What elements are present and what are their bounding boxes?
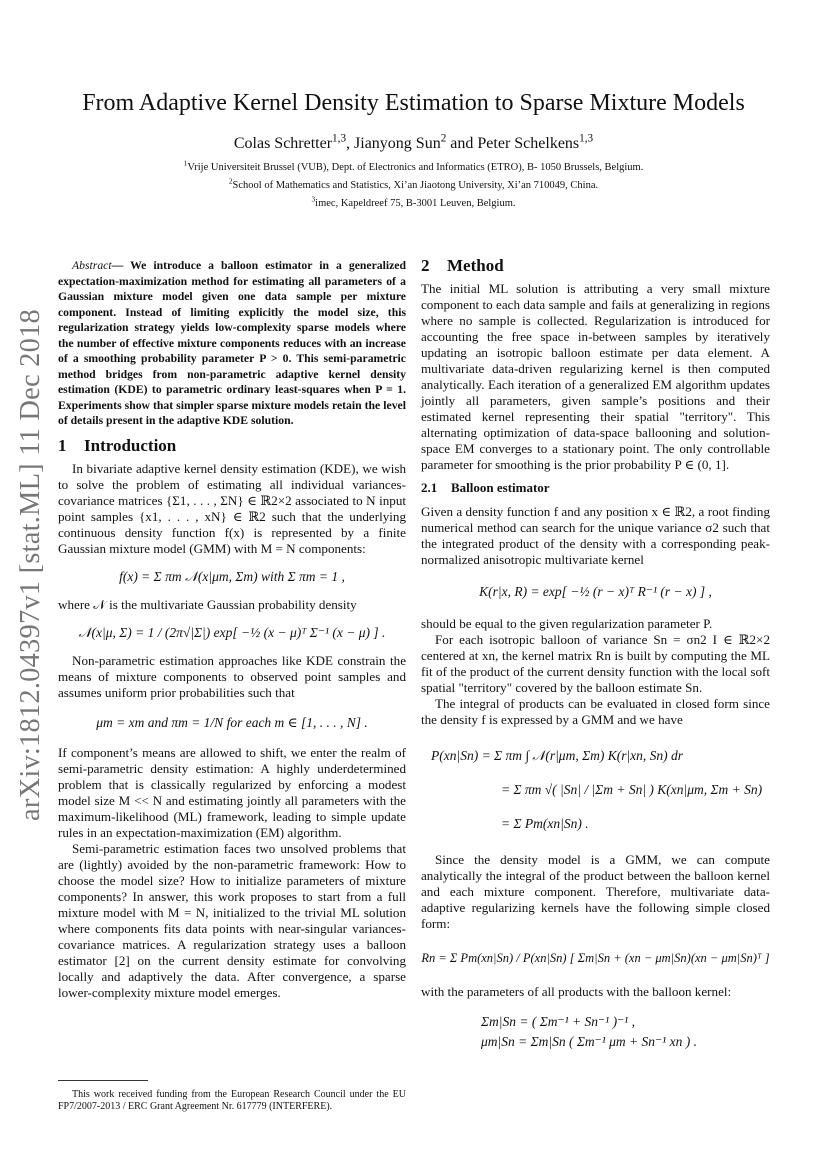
equation-integral: P(xn|Sn) = Σ πm ∫ 𝒩(r|μm, Σm) K(r|xn, Sn) dr = Σ πm √( |Sn| / |Σm + Sn| ) K(xn|μm, Σm + Sn) = Σ Pm(xn|Sn) . bbox=[431, 748, 763, 831]
paper-header bbox=[0, 90, 827, 213]
author-name: Jianyong Sun bbox=[354, 135, 441, 152]
footnote: This work received funding from the European Research Council under the EU FP7/2007-2013 / ERC Grant Agreement Nr. 617779 (INTERFERE). bbox=[58, 1080, 406, 1113]
paragraph: Given a density function f and any position x ∈ ℝ2, a root finding numerical method can search for the unique variance σ2 such that the integrated product of the density with a corresponding peak-normalized anisotropic multivariate kernel bbox=[421, 504, 770, 567]
equation-gmm: f(x) = Σ πm 𝒩(x|μm, Σm) with Σ πm = 1 , bbox=[119, 568, 345, 584]
paragraph: where 𝒩 is the multivariate Gaussian probability density bbox=[58, 596, 357, 612]
paragraph: If component’s means are allowed to shift, we enter the realm of semi-parametric density estimation: A highly underdetermined problem that is classically regularized by enforcing a modest model size M << N and estimating jointly all parameters with the maximum-likelihood (ML) framework, leading to simple update rules in an expectation-maximization (EM) algorithm. bbox=[58, 744, 406, 840]
affiliation: $^1$Vrije Universiteit Brussel (VUB), Dept. of Electronics and Informatics (ETRO), B- 1050 Brussels, Belgium. bbox=[183, 158, 644, 173]
author-affil-sup: 1,3 bbox=[332, 132, 347, 145]
equation-gaussian: 𝒩(x|μ, Σ) = 1 / (2π√|Σ|) exp[ −½ (x − μ)ᵀ Σ⁻¹ (x − μ) ] . bbox=[78, 624, 386, 640]
author-name: Colas Schretter bbox=[233, 135, 333, 152]
paragraph: should be equal to the given regularization parameter P. bbox=[421, 616, 713, 631]
author-affil-sup: 1,3 bbox=[579, 132, 594, 145]
paragraph: The initial ML solution is attributing a very small mixture component to each data sample and fails at generalizing in regions where no sample is collected. Regularization is introduced for accounting the free space in-between samples by iteratively updating an isotropic balloon estimate per data element. A multivariate data-driven regularizing kernel is then computed analytically. Each iteration of a generalized EM algorithm updates jointly all parameters, given sample’s positions and their estimated kernel representing their spatial "territory". This alternating optimization of data-space ballooning and solution-space EM converges to a stationary point. The only controllable parameter for smoothing is the prior probability P ∈ (0, 1]. bbox=[421, 281, 770, 472]
author-affil-sup: 2 bbox=[440, 132, 447, 145]
arxiv-stamp: arXiv:1812.04397v1 [stat.ML] 11 Dec 2018 bbox=[15, 309, 46, 821]
author-list: Colas Schretter$^{1,3}$, Jianyong Sun$^2$ and Peter Schelkens$^{1,3}$ bbox=[233, 132, 594, 152]
paragraph: Since the density model is a GMM, we can compute analytically the integral of the product between the balloon kernel and each mixture component. Therefore, multivariate data-adaptive regularizing kernels have the following simple closed form: bbox=[421, 852, 770, 931]
author-name: Peter Schelkens bbox=[477, 135, 580, 152]
affiliation: $^3$imec, Kapeldreef 75, B-3001 Leuven, Belgium. bbox=[311, 194, 516, 209]
abstract: Abstract— We introduce a balloon estimator in a generalized expectation-maximization method for estimating all parameters of a Gaussian mixture model given one data sample per mixture component. Instead of limiting explicitly the model size, this regularization strategy yields low-complexity sparse models where the number of effective mixture components reduces with an increase of a smoothing probability parameter P > 0. This semi-parametric method bridges from non-parametric adaptive kernel density estimation (KDE) to parametric ordinary least-squares when P = 1. Experiments show that simpler sparse mixture models retain the level of details present in the adaptive KDE solution. bbox=[58, 259, 406, 427]
section-heading: 1 Introduction bbox=[58, 435, 177, 455]
paragraph: The integral of products can be evaluated in closed form since the density f is expressed by a GMM and we have bbox=[421, 696, 770, 727]
paragraph: Non-parametric estimation approaches like KDE constrain the means of mixture components to observed point samples and assumes uniform prior probabilities such that bbox=[58, 652, 406, 700]
paragraph: For each isotropic balloon of variance Sn = σn2 I ∈ ℝ2×2 centered at xn, the kernel matrix Rn is built by computing the ML fit of the product of the current density function with the local soft spatial "territory" covered by the balloon estimate Sn. bbox=[421, 632, 770, 695]
affiliation: $^2$School of Mathematics and Statistics, Xi’an Jiaotong University, Xi’an 710049, China. bbox=[228, 176, 599, 191]
paragraph: Semi-parametric estimation faces two unsolved problems that are (lightly) avoided by the non-parametric framework: How to choose the model size? How to initialize parameters of mixture components? In answer, this work proposes to start from a full mixture model with M = N, initialized to the trivial ML solution where components fits data points with near-singular variances-covariance matrices. A regularization strategy uses a balloon estimator [2] on the current density estimate for convolving locally and adaptively the data. After convergence, a sparse lower-complexity mixture model emerges. bbox=[58, 840, 406, 1000]
equation-regularizing-kernel: Rn = Σ Pm(xn|Sn) / P(xn|Sn) [ Σm|Sn + (xn − μm|Sn)(xn − μm|Sn)ᵀ ] bbox=[421, 951, 770, 965]
section-heading: 2 Method bbox=[421, 256, 504, 275]
subsection-heading: 2.1 Balloon estimator bbox=[421, 480, 550, 495]
paragraph: with the parameters of all products with the balloon kernel: bbox=[421, 984, 732, 999]
paper-title: From Adaptive Kernel Density Estimation to Sparse Mixture Models bbox=[82, 90, 745, 116]
equation-kernel: K(r|x, R) = exp[ −½ (r − x)ᵀ R⁻¹ (r − x) ] , bbox=[479, 584, 712, 599]
right-column bbox=[421, 258, 770, 1052]
paragraph: In bivariate adaptive kernel density estimation (KDE), we wish to solve the problem of estimating all individual variances-covariance matrices {Σ1, . . . , ΣN} ∈ ℝ2×2 associated to N input point samples {x1, . . . , xN} ∈ ℝ2 such that the underlying continuous density function f(x) is represented by a finite Gaussian mixture model (GMM) with M = N components: bbox=[58, 460, 406, 556]
equation-kde-constraint: μm = xm and πm = 1/N for each m ∈ [1, . . . , N] . bbox=[96, 714, 368, 730]
left-column bbox=[58, 258, 406, 1001]
equation-product-params: Σm|Sn = ( Σm⁻¹ + Sn⁻¹ )⁻¹ , μm|Sn = Σm|Sn ( Σm⁻¹ μm + Sn⁻¹ xn ) . bbox=[481, 1014, 697, 1049]
